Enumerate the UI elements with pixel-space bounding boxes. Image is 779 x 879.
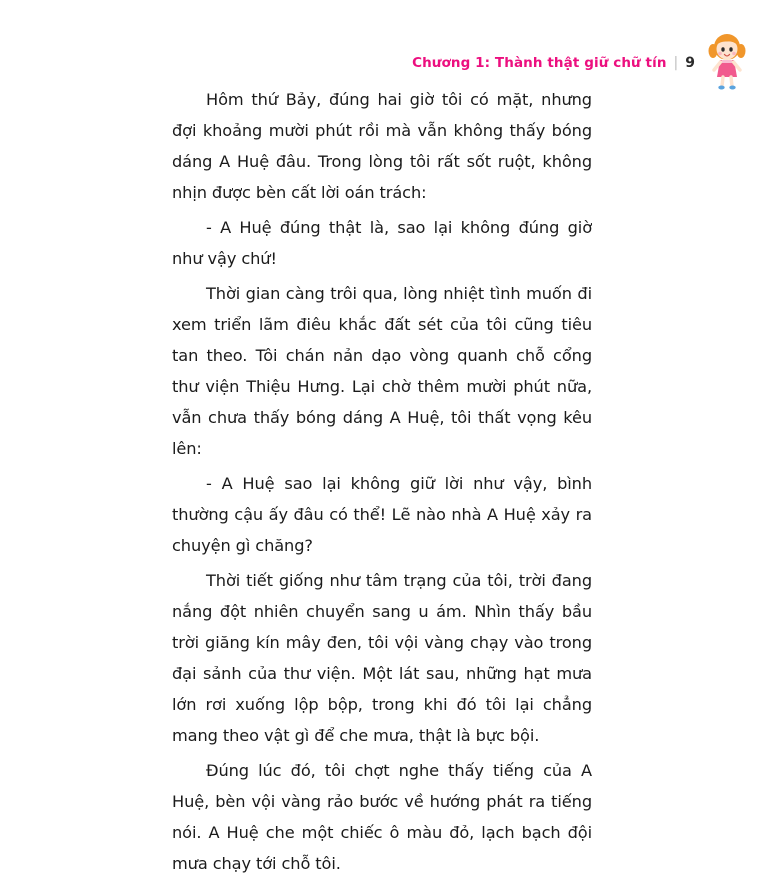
page-header <box>412 36 747 90</box>
header-separator: | <box>673 55 679 71</box>
paragraph: - A Huệ sao lại không giữ lời như vậy, bình thường cậu ấy đâu có thể! Lẽ nào nhà A Huệ xảy ra chuyện gì chăng? <box>172 474 592 555</box>
paragraph: Thời gian càng trôi qua, lòng nhiệt tình muốn đi xem triển lãm điêu khắc đất sét của tôi cũng tiêu tan theo. Tôi chán nản dạo vòng quanh chỗ cổng thư viện Thiệu Hưng. Lại chờ thêm mười phút nữa, vẫn chưa thấy bóng dáng A Huệ, tôi thất vọng kêu lên: <box>172 284 592 458</box>
paragraph: - A Huệ đúng thật là, sao lại không đúng giờ như vậy chứ! <box>172 218 592 268</box>
paragraph: Đúng lúc đó, tôi chợt nghe thấy tiếng của A Huệ, bèn vội vàng rảo bước về hướng phát ra tiếng nói. A Huệ che một chiếc ô màu đỏ, lạch bạch đội mưa chạy tới chỗ tôi. <box>172 761 592 873</box>
header-text-group <box>412 55 695 71</box>
paragraph: Hôm thứ Bảy, đúng hai giờ tôi có mặt, nhưng đợi khoảng mười phút rồi mà vẫn không thấy bóng dáng A Huệ đâu. Trong lòng tôi rất sốt ruột, không nhịn được bèn cất lời oán trách: <box>172 90 592 202</box>
chapter-title: Chương 1: Thành thật giữ chữ tín <box>412 55 667 71</box>
page-body <box>172 84 592 879</box>
paragraph: Thời tiết giống như tâm trạng của tôi, trời đang nắng đột nhiên chuyển sang u ám. Nhìn thấy bầu trời giăng kín mây đen, tôi vội vàng chạy vào trong đại sảnh của thư viện. Một lát sau, những hạt mưa lớn rơi xuống lộp bộp, trong khi đó tôi lại chẳng mang theo vật gì để che mưa, thật là bực bội. <box>172 571 592 745</box>
girl-character-icon <box>707 32 747 90</box>
page-number: 9 <box>685 55 695 71</box>
